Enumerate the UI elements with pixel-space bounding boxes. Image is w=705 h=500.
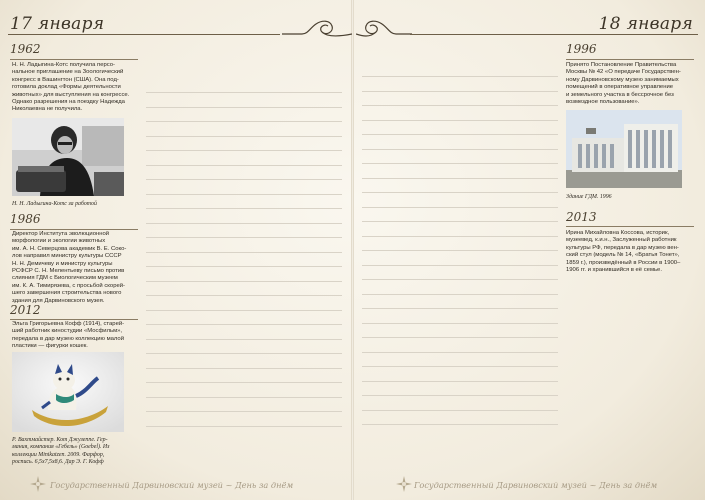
writing-line [362,424,558,425]
writing-line [362,265,558,266]
entry-text: Н. Н. Ладыгина-Котс получила персо- нальное приглашение на Зоологический конгресс в Вашингтон (США). Она под- готовила доклад «Формы деятельности животных» для выступления на конгрессе. Однако разрешения на поездку Надежда Николаевна не получила. [12,62,130,113]
writing-line [362,120,558,121]
writing-line [146,382,342,383]
writing-line [146,353,342,354]
writing-line [146,252,342,253]
entry-text: Эльга Григорьевна Кофф (1914), старей- ший работник киностудии «Мосфильм», передала в дар музею коллекцию малой пластики — фигурки кошек. [12,321,125,350]
right-header-rule [410,34,698,35]
writing-line [362,134,558,135]
writing-line [362,395,558,396]
writing-line [146,295,342,296]
writing-lines[interactable] [146,92,342,432]
compass-rose-icon [396,476,412,492]
writing-line [362,352,558,353]
year-underline [566,59,694,60]
left-date-heading: 17 января [10,14,105,34]
writing-line [362,221,558,222]
writing-line [146,237,342,238]
writing-line [362,250,558,251]
writing-line [146,136,342,137]
writing-line [146,310,342,311]
writing-line [362,76,558,77]
writing-line [146,281,342,282]
writing-line [362,381,558,382]
writing-line [146,397,342,398]
writing-line [362,366,558,367]
writing-lines[interactable] [362,76,558,432]
entry-year: 1986 [10,212,41,226]
writing-line [362,294,558,295]
writing-line [362,236,558,237]
compass-rose-icon [30,476,46,492]
writing-line [146,92,342,93]
writing-line [146,165,342,166]
photo-caption: Р. Вахтмайстер. Кот Джузеппе. Гер- мания, компания «Гебель» (Goebel). Из коллекции Minikatzen. 2009. Фарфор, роспись. 6,5х7,5х8,6. Дар Э. Г. Кофф [12,437,110,465]
page-footer: Государственный Дарвиновский музей ~ День за днём [50,480,294,490]
photo-ladygina-kots [12,118,124,196]
entry-text: Ирина Михайловна Коссова, историк, музеевед, к.и.н., Заслуженный работник культуры РФ, передала в дар музею вен- ский стул (модель № 14, «Братья Тонет», 1859 г.), произведённый в России в 1900– 1906 гг. и хранившийся в её семье. [566,230,681,274]
writing-line [146,426,342,427]
writing-line [362,149,558,150]
writing-line [146,150,342,151]
year-underline [10,229,138,230]
writing-line [146,368,342,369]
writing-line [362,410,558,411]
writing-line [362,279,558,280]
entry-text: Принято Постановление Правительства Москвы № 42 «О передаче Государствен- ному Дарвиновскому музею занимаемых помещений в оперативное управление и земельного участка в бессрочное без возмездное пользование». [566,62,681,106]
writing-line [362,105,558,106]
year-underline [10,59,138,60]
writing-line [362,337,558,338]
writing-line [146,411,342,412]
writing-line [362,178,558,179]
writing-line [146,208,342,209]
entry-year: 2012 [10,303,41,317]
year-underline [566,226,694,227]
left-header-rule [8,34,280,35]
writing-line [362,308,558,309]
page-footer: Государственный Дарвиновский музей ~ День за днём [414,480,658,490]
entry-year: 1962 [10,42,41,56]
photo-porcelain-cat [12,352,124,432]
page-gutter [351,0,354,500]
writing-line [362,207,558,208]
writing-line [146,223,342,224]
writing-line [362,323,558,324]
entry-year: 1996 [566,42,597,56]
writing-line [146,121,342,122]
writing-line [146,339,342,340]
photo-caption: Здание ГДМ. 1996 [566,194,612,200]
writing-line [146,266,342,267]
entry-year: 2013 [566,210,597,224]
photo-caption: Н. Н. Ладыгина-Котс за работой [12,201,97,207]
writing-line [362,91,558,92]
ornament-swirl-icon [356,14,412,40]
writing-line [146,194,342,195]
writing-line [146,107,342,108]
writing-line [362,163,558,164]
photo-museum-building [566,110,682,188]
ornament-swirl-icon [282,14,352,40]
entry-text: Директор Института эволюционной морфологии и экологии животных им. А. Н. Северцова академик В. Е. Соко- лов направил министру культуры СССР Н. Н. Демичеву и министру культуры РСФСР С. Н. Мелентьеву письмо против слияния ГДМ с Биологическим музеем им. К. А. Тимирязева, с просьбой скорей- шего завершения строительства нового здания для Дарвиновского музея. [12,231,127,304]
year-underline [10,319,138,320]
writing-line [146,324,342,325]
writing-line [146,179,342,180]
right-date-heading: 18 января [598,14,693,34]
writing-line [362,192,558,193]
